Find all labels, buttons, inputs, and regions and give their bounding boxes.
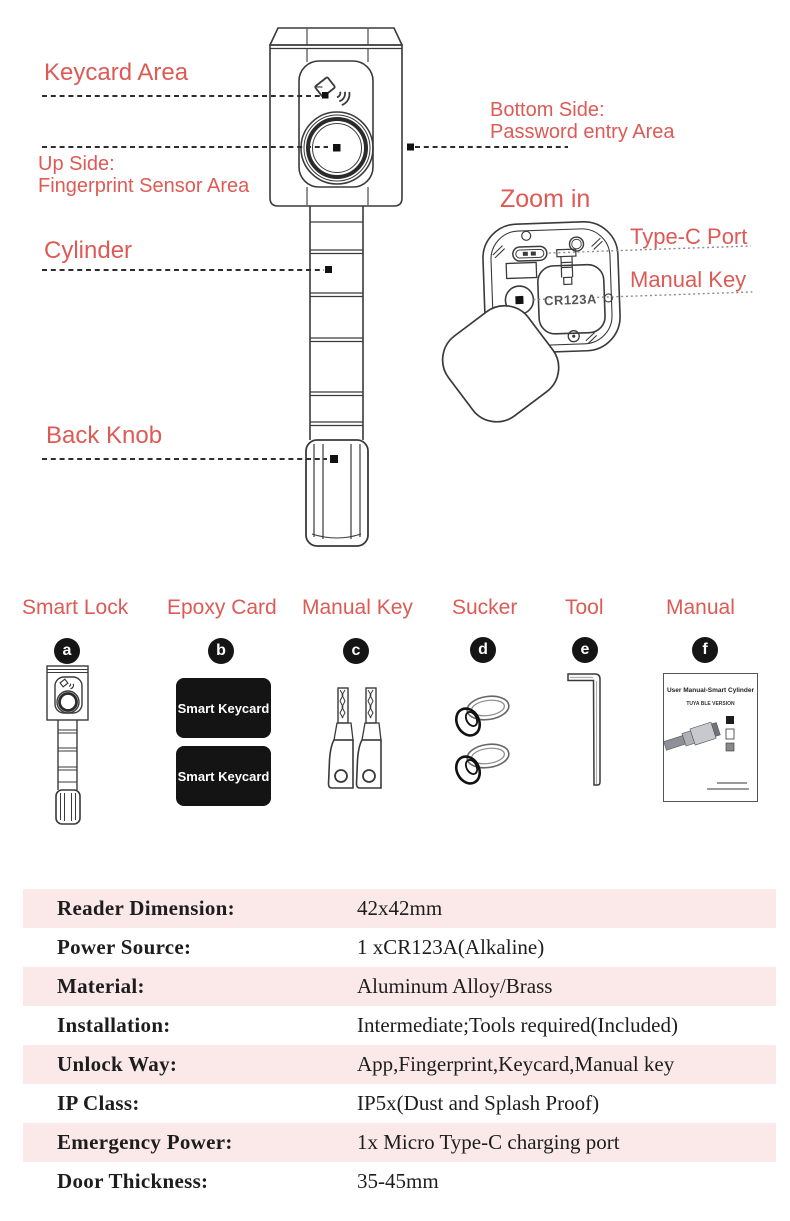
mini-smart-lock-drawing — [47, 666, 88, 824]
pkg-title-manual: Manual — [666, 596, 735, 619]
epoxy-card-2-text: Smart Keycard — [177, 768, 270, 784]
spec-label: Unlock Way: — [57, 1052, 178, 1076]
spec-value: 35-45mm — [357, 1169, 439, 1193]
battery-type-label: CR123A — [543, 291, 598, 309]
label-up-side-line2: Fingerprint Sensor Area — [38, 175, 250, 197]
badge-b: b — [208, 638, 234, 664]
label-keycard-area: Keycard Area — [44, 59, 189, 86]
pkg-title-sucker: Sucker — [452, 596, 518, 619]
spec-value: Intermediate;Tools required(Included) — [357, 1013, 678, 1037]
spec-row-ip-class — [23, 1084, 776, 1123]
badge-e: e — [572, 637, 598, 663]
manual-key-pin-drawing — [557, 249, 577, 285]
battery-cover-plate — [431, 294, 571, 434]
spec-row-installation — [23, 1006, 776, 1045]
badge-f: f — [692, 637, 718, 663]
spec-value: 42x42mm — [357, 896, 443, 920]
screw-hole-icon — [522, 231, 531, 240]
spec-value: IP5x(Dust and Splash Proof) — [357, 1091, 600, 1115]
spec-value: 1x Micro Type-C charging port — [357, 1130, 620, 1154]
pkg-title-tool: Tool — [565, 596, 604, 619]
spec-table — [23, 889, 776, 1201]
slot-drawing — [506, 262, 537, 278]
manual-fine-print-line — [717, 782, 747, 784]
spec-value: Aluminum Alloy/Brass — [357, 974, 553, 998]
manual-fine-print-line — [707, 788, 749, 790]
epoxy-card-1-text: Smart Keycard — [177, 700, 270, 716]
label-bottom-side-line2: Password entry Area — [490, 121, 675, 143]
spec-label: Power Source: — [57, 935, 192, 959]
spec-row-material — [23, 967, 776, 1006]
pkg-title-manual-key: Manual Key — [302, 596, 413, 619]
epoxy-card-1 — [176, 678, 271, 738]
manual-booklet-subtitle: TUYA BLE VERSION — [686, 701, 735, 707]
label-cylinder: Cylinder — [44, 237, 133, 264]
manual-cover-lock-image — [664, 713, 757, 765]
spec-label: Material: — [57, 974, 145, 998]
spec-label: Door Thickness: — [57, 1169, 209, 1193]
lock-front-drawing — [270, 28, 402, 206]
spec-label: Emergency Power: — [57, 1130, 233, 1154]
manual-booklet-title: User Manual-Smart Cylinder — [666, 687, 755, 694]
spec-row-door-thickness — [23, 1162, 776, 1201]
label-zoom-in: Zoom in — [500, 185, 591, 213]
type-c-port-drawing — [513, 246, 547, 261]
allen-key-drawing — [568, 674, 600, 785]
label-bottom-side — [490, 99, 675, 143]
label-type-c-port: Type-C Port — [630, 224, 748, 249]
badge-d: d — [470, 637, 496, 663]
epoxy-card-2 — [176, 746, 271, 806]
pkg-title-smart-lock: Smart Lock — [22, 596, 129, 619]
cylinder-shaft-drawing — [310, 206, 363, 440]
spec-value: 1 xCR123A(Alkaline) — [357, 935, 545, 959]
spec-value: App,Fingerprint,Keycard,Manual key — [357, 1052, 675, 1076]
suckers-drawing — [452, 694, 511, 788]
label-up-side-line1: Up Side: — [38, 153, 115, 175]
spec-label: IP Class: — [57, 1091, 140, 1115]
label-back-knob: Back Knob — [46, 422, 163, 449]
spec-row-power-source — [23, 928, 776, 967]
badge-c: c — [343, 638, 369, 664]
spec-row-emergency-power — [23, 1123, 776, 1162]
callout-dots — [322, 92, 414, 463]
pkg-title-epoxy-card: Epoxy Card — [167, 596, 277, 619]
label-bottom-side-line1: Bottom Side: — [490, 99, 605, 121]
spec-row-unlock-way — [23, 1045, 776, 1084]
manual-booklet — [663, 673, 758, 802]
spec-row-reader-dimension — [23, 889, 776, 928]
manual-keys-drawing — [329, 688, 382, 788]
label-manual-key: Manual Key — [630, 267, 747, 292]
spec-label: Reader Dimension: — [57, 896, 235, 920]
spec-label: Installation: — [57, 1013, 171, 1037]
nfc-keycard-icon — [315, 77, 352, 106]
label-up-side — [38, 153, 249, 197]
badge-a: a — [54, 638, 80, 664]
